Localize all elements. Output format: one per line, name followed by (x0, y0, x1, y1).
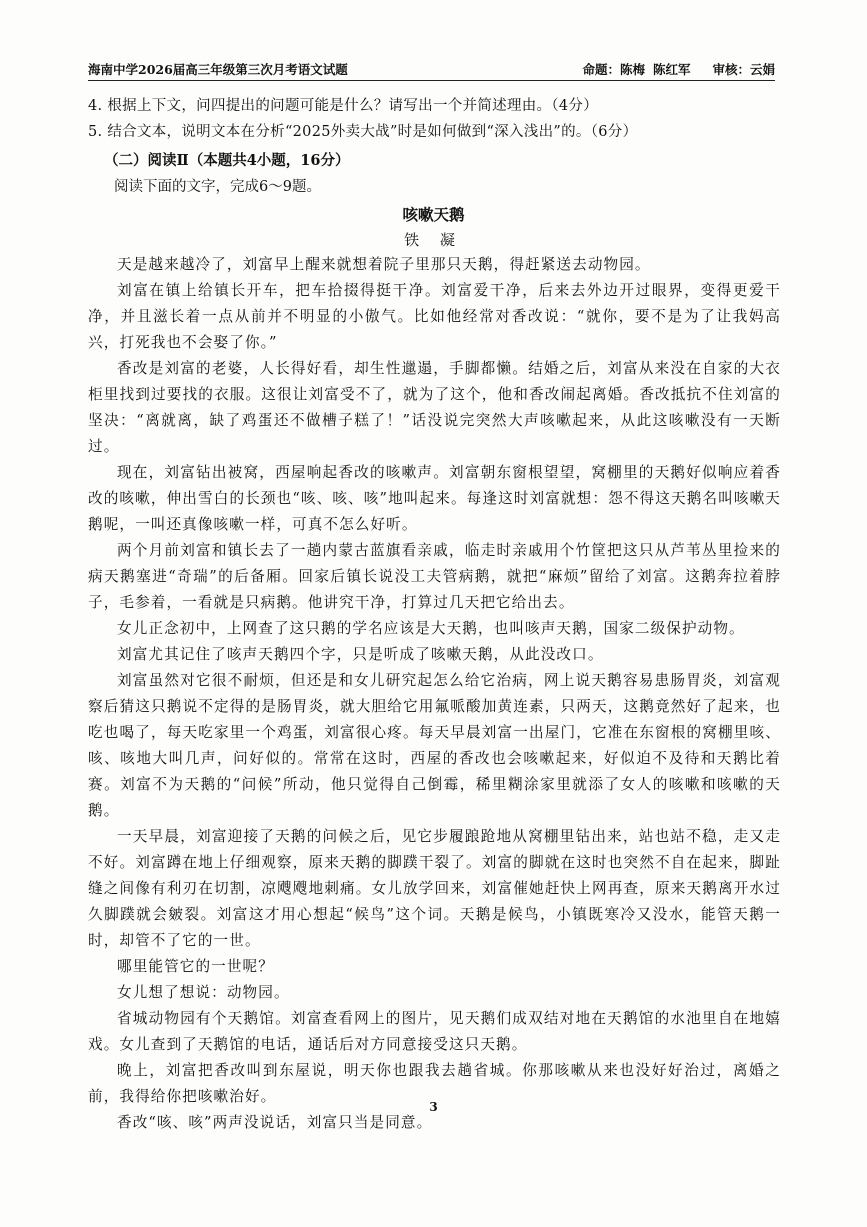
setter-2: 陈红军 (652, 62, 691, 77)
page-header (88, 58, 775, 81)
question-5: 5. 结合文本，说明文本在分析“2025外卖大战”时是如何做到“深入浅出”的。（6分） (88, 124, 638, 140)
paragraph: 哪里能管它的一世呢？ (117, 958, 274, 975)
setter-label: 命题：陈梅 (582, 62, 645, 77)
paragraph: 现在，刘富钻出被窝，西屋响起香改的咳嗽声。刘富朝东窗根望望，窝棚里的天鹅好似响应着香改的咳嗽，伸出雪白的长颈也“咳、咳、咳”地叫起来。每逢这时刘富就想：怨不得这天鹅名叫咳嗽天鹅呢，一叫还真像咳嗽一样，可真不怎么好听。 (88, 464, 781, 533)
paragraph: 晚上，刘富把香改叫到东屋说，明天你也跟我去趟省城。你那咳嗽从来也没好好治过，离婚之前，我得给你把咳嗽治好。 (88, 1062, 781, 1105)
paragraph: 香改是刘富的老婆，人长得好看，却生性邋遢，手脚都懒。结婚之后，刘富从来没在自家的大衣柜里找到过要找的衣服。这很让刘富受不了，就为了这个，他和香改闹起离婚。香改抵抗不住刘富的坚决：“离就离，缺了鸡蛋还不做槽子糕了！”话没说完突然大声咳嗽起来，从此这咳嗽没有一天断过。 (88, 360, 781, 455)
paragraph: 天是越来越冷了，刘富早上醒来就想着院子里那只天鹅，得赶紧送去动物园。 (117, 256, 651, 273)
paragraph: 刘富在镇上给镇长开车，把车拾掇得挺干净。刘富爱干净，后来去外边开过眼界，变得更爱干净，并且滋长着一点从前并不明显的小傲气。比如他经常对香改说：“就你，要不是为了让我妈高兴，打死我也不会娶了你。” (88, 282, 781, 351)
question-4: 4. 根据上下文，问四提出的问题可能是什么？请写出一个并简述理由。（4分） (88, 98, 599, 114)
section-heading: （二）阅读Ⅱ（本题共4小题，16分） (104, 152, 350, 169)
reviewer: 审核：云娟 (712, 62, 775, 77)
header-credits (574, 60, 775, 78)
paragraph: 两个月前刘富和镇长去了一趟内蒙古蓝旗看亲戚，临走时亲戚用个竹筐把这只从芦苇丛里捡来的病天鹅塞进“奇瑞”的后备厢。回家后镇长说没工夫管病鹅，就把“麻烦”留给了刘富。这鹅奔拉着脖子，毛参着，一看就是只病鹅。他讲究干净，打算过几天把它给出去。 (88, 542, 781, 611)
article-body (88, 252, 781, 1136)
exam-title: 海南中学2026届高三年级第三次月考语文试题 (88, 62, 348, 77)
article-author: 铁 凝 (404, 231, 463, 249)
paragraph: 省城动物园有个天鹅馆。刘富查看网上的图片，见天鹅们成双结对地在天鹅馆的水池里自在地嬉戏。女儿查到了天鹅馆的电话，通话后对方同意接受这只天鹅。 (88, 1010, 781, 1053)
paragraph: 女儿想了想说：动物园。 (117, 984, 290, 1001)
paragraph: 刘富虽然对它很不耐烦，但还是和女儿研究起怎么给它治病，网上说天鹅容易患肠胃炎，刘富观察后猜这只鹅说不定得的是肠胃炎，就大胆给它用氟哌酸加黄连素，只两天，这鹅竟然好了起来，也吃也喝了，每天吃家里一个鸡蛋，刘富很心疼。每天早晨刘富一出屋门，它准在东窗根的窝棚里咳、咳、咳地大叫几声，问好似的。常常在这时，西屋的香改也会咳嗽起来，好似迫不及待和天鹅比着赛。刘富不为天鹅的“问候”所动，他只觉得自己倒霉，稀里糊涂家里就添了女人的咳嗽和咳嗽的天鹅。 (88, 672, 781, 819)
paragraph: 香改“咳、咳”两声没说话，刘富只当是同意。 (117, 1114, 433, 1131)
section-instruction: 阅读下面的文字，完成6～9题。 (114, 179, 321, 195)
page-number: 3 (429, 1100, 438, 1114)
paragraph: 刘富尤其记住了咳声天鹅四个字，只是听成了咳嗽天鹅，从此没改口。 (117, 646, 604, 663)
paragraph: 一天早晨，刘富迎接了天鹅的问候之后，见它步履踉跄地从窝棚里钻出来，站也站不稳，走又走不好。刘富蹲在地上仔细观察，原来天鹅的脚蹼干裂了。刘富的脚就在这时也突然不自在起来，脚趾缝之间像有利刃在切割，凉飕飕地刺痛。女儿放学回来，刘富催她赶快上网再查，原来天鹅离开水过久脚蹼就会皴裂。刘富这才用心想起“候鸟”这个词。天鹅是候鸟，小镇既寒冷又没水，能管天鹅一时，却管不了它的一世。 (88, 828, 781, 949)
article-title: 咳嗽天鹅 (402, 205, 465, 224)
paragraph: 女儿正念初中，上网查了这只鹅的学名应该是大天鹅，也叫咳声天鹅，国家二级保护动物。 (117, 620, 745, 637)
